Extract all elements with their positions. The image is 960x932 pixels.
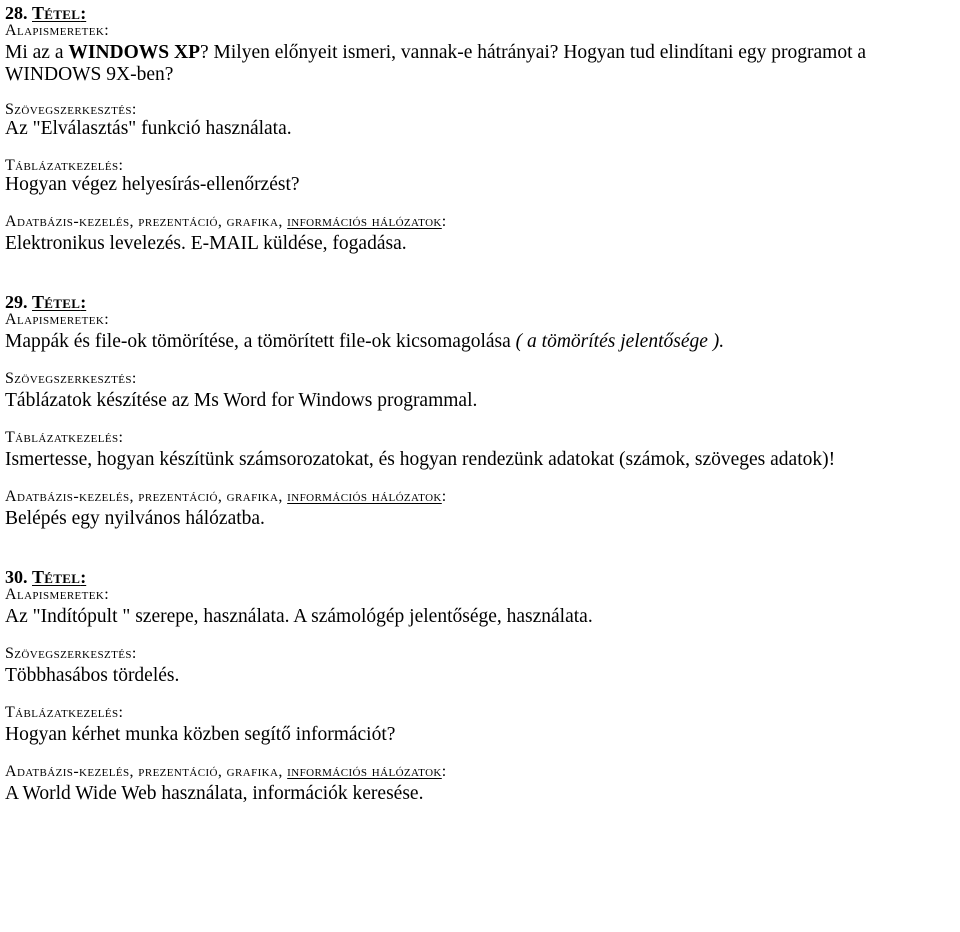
tetel-word: Tétel [32, 292, 81, 312]
tetel-word: Tétel [32, 3, 81, 23]
tetel-heading: 28. Tétel: [5, 3, 87, 23]
adatbazis-text: Elektronikus levelezés. E-MAIL küldése, fogadása. [5, 233, 407, 254]
tablazatkezeles-label: Táblázatkezelés: [5, 704, 124, 721]
szovegszerkesztes-text: Az "Elválasztás" funkció használata. [5, 118, 292, 139]
tetel-29 [5, 289, 955, 530]
adatbazis-text: A World Wide Web használata, információk keresése. [5, 783, 424, 804]
szovegszerkesztes-label: Szövegszerkesztés: [5, 370, 137, 387]
adatbazis-label: Adatbázis-kezelés, prezentáció, grafika, információs hálózatok: [5, 763, 447, 780]
alapismeretek-label: Alapismeretek: [5, 22, 110, 39]
szovegszerkesztes-label: Szövegszerkesztés: [5, 645, 137, 662]
alapismeretek-text: Az "Indítópult " szerepe, használata. A számológép jelentősége, használata. [5, 606, 593, 627]
document-page [5, 0, 955, 805]
tablazatkezeles-label: Táblázatkezelés: [5, 157, 124, 174]
tetel-word: Tétel [32, 567, 81, 587]
tetel-28 [5, 0, 955, 255]
alapismeretek-label: Alapismeretek: [5, 586, 110, 603]
adatbazis-label: Adatbázis-kezelés, prezentáció, grafika, információs hálózatok: [5, 488, 447, 505]
alapismeretek-text: Mappák és file-ok tömörítése, a tömörített file-ok kicsomagolása ( a tömörítés jelentősége ). [5, 331, 725, 352]
szovegszerkesztes-text: Táblázatok készítése az Ms Word for Windows programmal. [5, 390, 478, 411]
tablazatkezeles-text: Hogyan végez helyesírás-ellenőrzést? [5, 174, 300, 195]
tetel-heading: 30. Tétel: [5, 567, 87, 587]
tablazatkezeles-label: Táblázatkezelés: [5, 429, 124, 446]
adatbazis-text: Belépés egy nyilvános hálózatba. [5, 508, 265, 529]
tablazatkezeles-text: Ismertesse, hogyan készítünk számsorozatokat, és hogyan rendezünk adatokat (számok, szöveges adatok)! [5, 449, 836, 470]
adatbazis-label: Adatbázis-kezelés, prezentáció, grafika, információs hálózatok: [5, 213, 447, 230]
tetel-number: 29. [5, 292, 28, 312]
szovegszerkesztes-label: Szövegszerkesztés: [5, 101, 137, 118]
szovegszerkesztes-text: Többhasábos tördelés. [5, 665, 180, 686]
alapismeretek-text: Mi az a WINDOWS XP? Milyen előnyeit ismeri, vannak-e hátrányai? Hogyan tud elindítani egy programot a WINDOWS 9X-ben? [5, 42, 867, 85]
tetel-30 [5, 564, 955, 805]
tablazatkezeles-text: Hogyan kérhet munka közben segítő információt? [5, 724, 396, 745]
tetel-number: 30. [5, 567, 28, 587]
alapismeretek-label: Alapismeretek: [5, 311, 110, 328]
tetel-number: 28. [5, 3, 28, 23]
tetel-heading: 29. Tétel: [5, 292, 87, 312]
windows-xp-bold: WINDOWS XP [68, 42, 200, 63]
